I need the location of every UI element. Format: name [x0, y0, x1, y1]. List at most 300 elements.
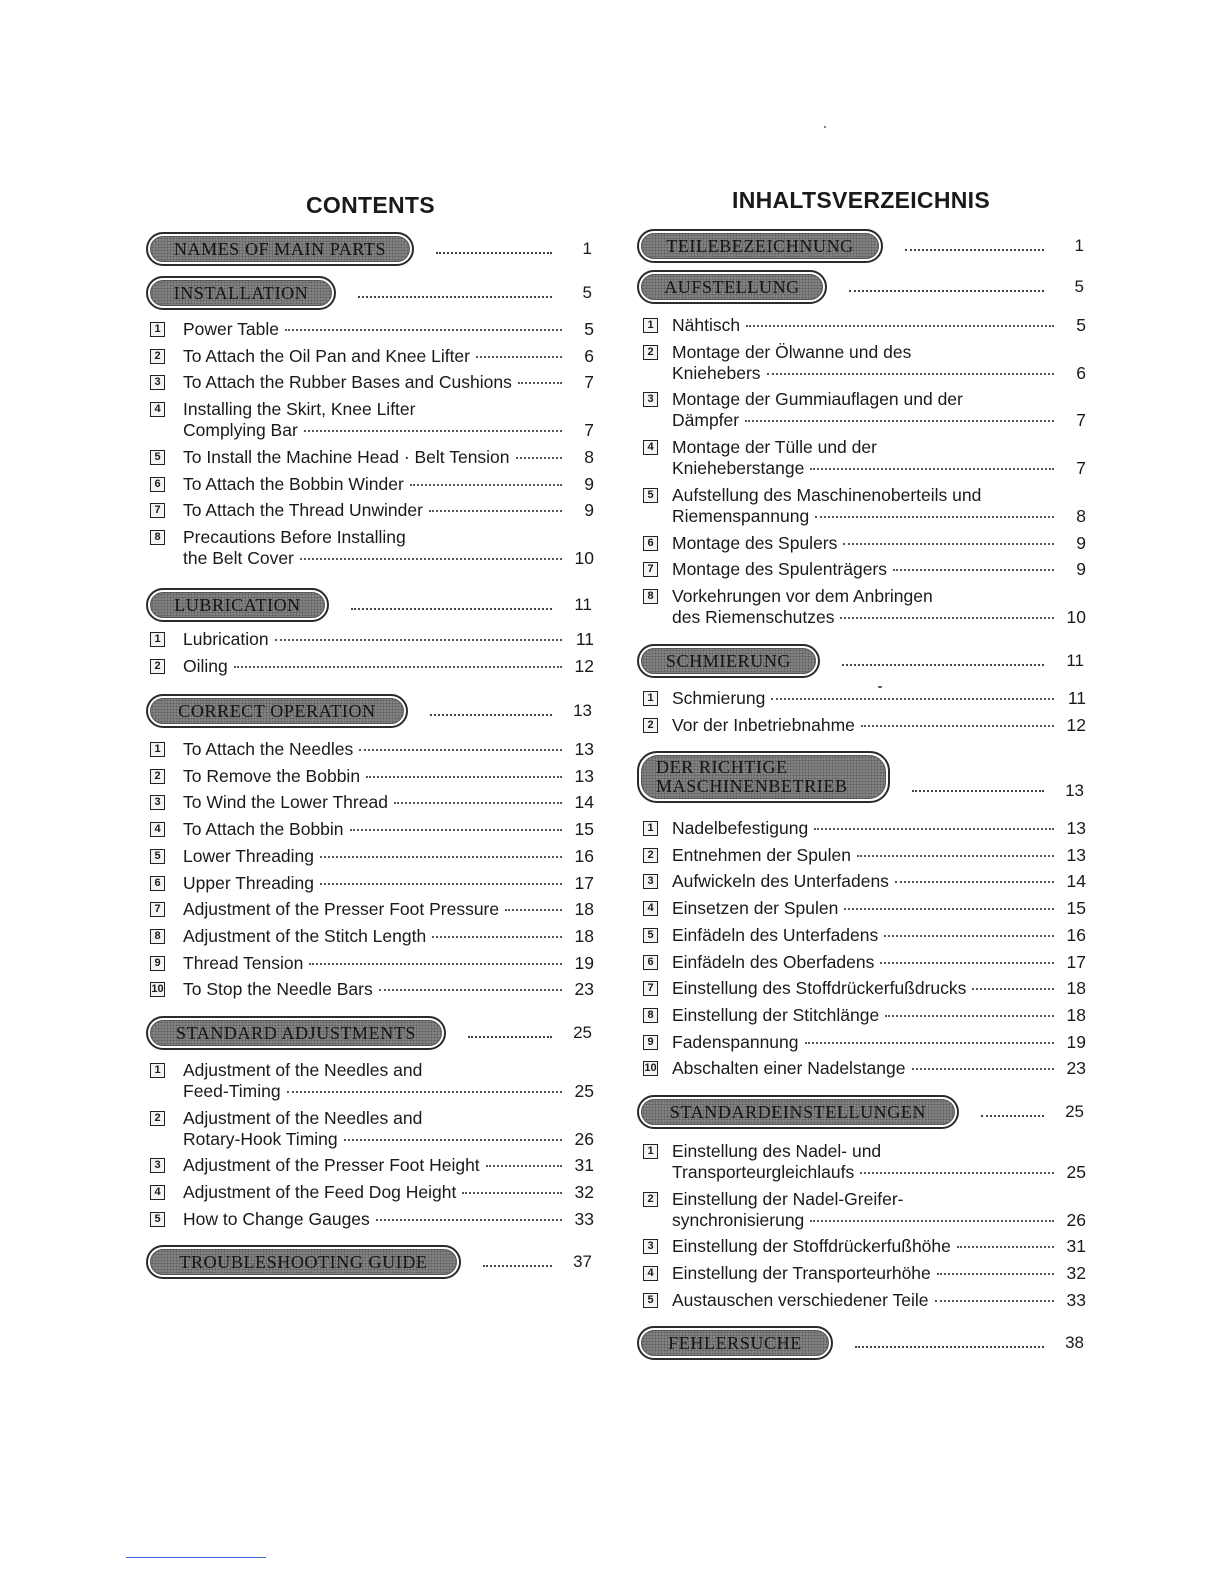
item-number-box: 2 [643, 848, 658, 863]
leader-dots [430, 714, 552, 716]
toc-entry[interactable] [643, 715, 1086, 736]
item-number-box: 1 [643, 691, 658, 706]
section-heading-row[interactable] [637, 229, 1084, 263]
leader-dots [855, 1346, 1044, 1348]
leader-dots [745, 420, 1054, 422]
entry-text: Einfädeln des Unterfadens [672, 924, 879, 945]
leader-dots [468, 1036, 552, 1038]
item-number-box: 8 [150, 929, 165, 944]
section-heading: FEHLERSUCHE [641, 1330, 829, 1356]
section-page-number: 5 [1074, 277, 1084, 296]
toc-entry[interactable] [643, 925, 1086, 946]
section-page-number: 5 [582, 283, 592, 302]
entry-page-number: 7 [584, 420, 594, 441]
toc-entry[interactable] [150, 1108, 594, 1150]
section-heading: TROUBLESHOOTING GUIDE [150, 1249, 457, 1275]
leader-dots [905, 249, 1044, 251]
toc-entry[interactable] [643, 1032, 1086, 1053]
leader-dots [234, 666, 562, 668]
leader-dots [486, 1165, 562, 1167]
section-page-number: 37 [573, 1252, 592, 1271]
leader-dots [366, 776, 562, 778]
toc-entry[interactable] [150, 899, 594, 920]
entry-text: To Remove the Bobbin [183, 765, 361, 786]
toc-entry[interactable] [150, 629, 594, 650]
item-number-box: 3 [643, 874, 658, 889]
leader-dots [394, 802, 562, 804]
leader-dots [810, 468, 1054, 470]
entry-text: To Wind the Lower Thread [183, 792, 388, 813]
section-heading-multiline [641, 755, 886, 799]
leader-dots [912, 790, 1044, 792]
toc-entry[interactable] [150, 656, 594, 677]
toc-entry[interactable] [643, 533, 1086, 554]
item-number-box: 4 [150, 402, 165, 417]
toc-entry[interactable] [150, 979, 594, 1000]
entry-page-number: 15 [1066, 898, 1086, 919]
item-number-box: 1 [150, 632, 165, 647]
toc-entry[interactable] [150, 474, 594, 495]
leader-dots [893, 569, 1054, 571]
entry-text: Dämpfer [672, 410, 740, 431]
section-page-number: 1 [1074, 236, 1084, 255]
item-number-box: 10 [644, 1062, 657, 1075]
section-badge [637, 270, 827, 304]
item-number-box: 5 [643, 1293, 658, 1308]
entry-page-number: 19 [574, 952, 594, 973]
item-number-box: 6 [643, 536, 658, 551]
item-number-box: 2 [150, 769, 165, 784]
entry-page-number: 5 [584, 319, 594, 339]
section-heading: LUBRICATION [150, 592, 325, 618]
entry-text: Abschalten einer Nadelstange [672, 1058, 906, 1079]
item-number-box: 5 [150, 1212, 165, 1227]
leader-dots [840, 617, 1054, 619]
entry-text: Austauschen verschiedener Teile [672, 1289, 929, 1310]
leader-dots [746, 325, 1054, 327]
entry-page-number: 18 [574, 925, 594, 946]
section-badge [637, 751, 890, 803]
section-badge [146, 1245, 461, 1279]
entry-page-number: 6 [1076, 362, 1086, 383]
leader-dots [957, 1246, 1054, 1248]
entry-page-number: 14 [1066, 871, 1086, 892]
entry-text: Montage des Spulenträgers [672, 559, 887, 580]
item-number-box: 1 [150, 322, 165, 337]
section-page-number: 13 [1065, 781, 1084, 800]
leader-dots [358, 296, 552, 298]
toc-entry[interactable] [643, 978, 1086, 999]
leader-dots [843, 543, 1054, 545]
leader-dots [410, 484, 562, 486]
toc-entry[interactable] [150, 739, 594, 760]
item-number-box: 2 [150, 659, 165, 674]
toc-entry[interactable] [643, 1263, 1086, 1284]
entry-text: Upper Threading [183, 872, 315, 893]
entry-page-number: 31 [574, 1155, 594, 1176]
entry-page-number: 11 [575, 629, 594, 649]
section-heading-row[interactable] [146, 1016, 592, 1050]
entry-text: Fadenspannung [672, 1031, 799, 1052]
leader-dots [884, 935, 1054, 937]
entry-page-number: 9 [584, 500, 594, 521]
section-badge [146, 694, 408, 728]
leader-dots [935, 1300, 1054, 1302]
entry-text: Aufwickeln des Unterfadens [672, 871, 889, 892]
item-number-box: 7 [643, 562, 658, 577]
toc-entry[interactable] [643, 1189, 1086, 1231]
toc-entry[interactable] [150, 1155, 594, 1176]
entry-text: Montage der Ölwanne und des [672, 341, 912, 362]
leader-dots [359, 749, 562, 751]
leader-dots [849, 290, 1044, 292]
toc-entry[interactable] [150, 926, 594, 947]
leader-dots [344, 1139, 562, 1141]
entry-page-number: 9 [1076, 559, 1086, 580]
leader-dots [815, 516, 1054, 518]
item-number-box: 8 [150, 530, 165, 545]
leader-dots [844, 908, 1054, 910]
entry-page-number: 16 [574, 845, 594, 866]
toc-entry[interactable] [643, 559, 1086, 580]
toc-entry[interactable] [150, 399, 594, 441]
entry-page-number: 15 [574, 819, 594, 840]
item-number-box: 2 [643, 718, 658, 733]
toc-entry[interactable] [643, 485, 1086, 527]
entry-page-number: 8 [1076, 505, 1086, 526]
entry-page-number: 9 [1076, 532, 1086, 553]
item-number-box: 2 [643, 1192, 658, 1207]
entry-text: Power Table [183, 319, 279, 339]
leader-dots [300, 558, 562, 560]
item-number-box: 10 [151, 983, 164, 996]
leader-dots [285, 329, 562, 331]
entry-text: Lubrication [183, 629, 269, 649]
toc-entry[interactable] [643, 1141, 1086, 1183]
entry-page-number: 18 [1066, 978, 1086, 999]
toc-entry[interactable] [643, 586, 1086, 628]
section-badge [637, 229, 883, 263]
section-badge [637, 1095, 959, 1129]
leader-dots [771, 698, 1054, 700]
entry-text: To Attach the Thread Unwinder [183, 500, 423, 521]
toc-entry[interactable] [150, 1182, 594, 1203]
entry-page-number: 25 [1066, 1162, 1086, 1182]
item-number-box: 4 [643, 1266, 658, 1281]
toc-entry[interactable] [643, 342, 1086, 384]
item-number-box: 8 [643, 589, 658, 604]
leader-dots [304, 430, 562, 432]
item-number-box: 4 [150, 822, 165, 837]
leader-dots [275, 639, 562, 641]
toc-entry[interactable] [643, 1058, 1086, 1079]
entry-text: To Attach the Oil Pan and Knee Lifter [183, 345, 470, 366]
toc-entry[interactable] [150, 319, 594, 340]
item-number-box: 2 [643, 345, 658, 360]
entry-text: synchronisierung [672, 1209, 805, 1230]
section-page-number: 11 [1066, 651, 1084, 670]
inhaltsverzeichnis-column [612, 0, 1224, 1584]
section-heading-row[interactable] [146, 588, 592, 622]
entry-page-number: 16 [1066, 924, 1086, 945]
leader-dots [937, 1273, 1054, 1275]
toc-entry[interactable] [643, 952, 1086, 973]
section-badge [146, 232, 414, 266]
item-number-box: 7 [643, 981, 658, 996]
entry-page-number: 33 [574, 1208, 594, 1229]
section-heading-row[interactable] [146, 694, 592, 728]
entry-page-number: 13 [574, 739, 594, 759]
entry-page-number: 31 [1066, 1236, 1086, 1257]
leader-dots [505, 909, 562, 911]
section-heading-line: MASCHINENBETRIEB [656, 776, 848, 796]
section-heading: TEILEBEZEICHNUNG [641, 233, 879, 259]
section-heading-line: DER RICHTIGE [656, 757, 788, 777]
section-heading-row[interactable] [637, 1095, 1084, 1129]
section-badge [146, 588, 329, 622]
toc-entry[interactable] [643, 389, 1086, 431]
entry-page-number: 13 [1066, 818, 1086, 838]
scan-speck [878, 686, 882, 688]
leader-dots [320, 856, 562, 858]
toc-entry[interactable] [150, 372, 594, 393]
leader-dots [805, 1042, 1055, 1044]
section-badge [146, 276, 336, 310]
item-number-box: 3 [150, 795, 165, 810]
section-heading-row[interactable] [637, 1326, 1084, 1360]
entry-text: Adjustment of the Stitch Length [183, 925, 427, 946]
toc-entry[interactable] [150, 873, 594, 894]
toc-entry[interactable] [150, 527, 594, 569]
toc-entry[interactable] [643, 688, 1086, 709]
entry-page-number: 26 [1066, 1209, 1086, 1230]
section-heading: SCHMIERUNG [641, 648, 816, 674]
item-number-box: 5 [150, 450, 165, 465]
toc-entry[interactable] [643, 1005, 1086, 1026]
item-number-box: 6 [643, 955, 658, 970]
entry-page-number: 7 [1076, 410, 1086, 431]
leader-dots [857, 855, 1054, 857]
entry-text: Transporteurgleichlaufs [672, 1162, 855, 1182]
section-badge [637, 644, 820, 678]
entry-text: Adjustment of the Needles and [183, 1060, 423, 1080]
toc-entry[interactable] [643, 845, 1086, 866]
item-number-box: 7 [150, 503, 165, 518]
entry-text: Adjustment of the Presser Foot Height [183, 1155, 480, 1176]
item-number-box: 3 [643, 1239, 658, 1254]
item-number-box: 5 [643, 488, 658, 503]
item-number-box: 5 [150, 849, 165, 864]
item-number-box: 3 [150, 1158, 165, 1173]
leader-dots [351, 608, 552, 610]
section-page-number: 13 [573, 701, 592, 720]
leader-dots [767, 373, 1054, 375]
section-page-number: 25 [573, 1023, 592, 1042]
entry-page-number: 18 [574, 899, 594, 920]
entry-text: Adjustment of the Needles and [183, 1107, 423, 1128]
item-number-box: 6 [150, 477, 165, 492]
item-number-box: 1 [643, 821, 658, 836]
section-heading-row[interactable] [146, 232, 592, 266]
item-number-box: 4 [643, 440, 658, 455]
entry-page-number: 6 [584, 345, 594, 366]
toc-entry[interactable] [643, 818, 1086, 839]
item-number-box: 1 [643, 1144, 658, 1159]
leader-dots [814, 828, 1054, 830]
section-heading: STANDARDEINSTELLUNGEN [641, 1099, 955, 1125]
entry-text: Knieheberstange [672, 458, 805, 479]
entry-text: des Riemenschutzes [672, 606, 835, 627]
entry-page-number: 33 [1066, 1289, 1086, 1310]
entry-text: Einstellung der Stoffdrückerfußhöhe [672, 1236, 951, 1257]
entry-text: Montage der Tülle und der [672, 437, 877, 458]
entry-text: Riemenspannung [672, 505, 810, 526]
entry-text: Vor der Inbetriebnahme [672, 714, 855, 735]
item-number-box: 2 [150, 1111, 165, 1126]
toc-entry[interactable] [643, 1236, 1086, 1257]
toc-entry[interactable] [643, 437, 1086, 479]
entry-text: Einstellung der Stitchlänge [672, 1004, 880, 1025]
leader-dots [861, 725, 1054, 727]
leader-dots [981, 1115, 1044, 1117]
entry-text: Oiling [183, 655, 228, 676]
entry-page-number: 13 [574, 765, 594, 786]
entry-page-number: 17 [1066, 951, 1086, 972]
item-number-box: 1 [643, 318, 658, 333]
section-page-number: 1 [582, 239, 592, 258]
leader-dots [320, 883, 562, 885]
entry-text: Einsetzen der Spulen [672, 898, 839, 919]
entry-page-number: 23 [1066, 1058, 1086, 1079]
entry-text: To Install the Machine Head · Belt Tension [183, 446, 510, 467]
entry-text: Aufstellung des Maschinenoberteils und [672, 484, 982, 505]
toc-entry[interactable] [643, 315, 1086, 336]
leader-dots [810, 1220, 1054, 1222]
section-heading-row[interactable] [637, 270, 1084, 304]
item-number-box: 8 [643, 1008, 658, 1023]
section-heading-row[interactable] [637, 644, 1084, 678]
entry-page-number: 7 [584, 372, 594, 393]
section-page-number: 38 [1065, 1333, 1084, 1352]
section-heading-row[interactable] [146, 276, 592, 310]
toc-entry[interactable] [150, 447, 594, 468]
entry-text: the Belt Cover [183, 547, 294, 568]
entry-text: Complying Bar [183, 420, 298, 441]
entry-text: Rotary-Hook Timing [183, 1128, 338, 1149]
page-title: CONTENTS [306, 192, 435, 218]
leader-dots [379, 989, 562, 991]
entry-text: To Attach the Rubber Bases and Cushions [183, 372, 512, 393]
entry-page-number: 23 [574, 979, 594, 1000]
leader-dots [309, 963, 562, 965]
toc-entry[interactable] [150, 1060, 594, 1102]
leader-dots [436, 252, 552, 254]
leader-dots [429, 510, 562, 512]
toc-entry[interactable] [150, 500, 594, 521]
leader-dots [376, 1219, 562, 1221]
leader-dots [432, 936, 562, 938]
toc-entry[interactable] [150, 953, 594, 974]
entry-page-number: 32 [1066, 1263, 1086, 1284]
entry-text: Einfädeln des Oberfadens [672, 951, 875, 972]
entry-page-number: 12 [1066, 714, 1086, 735]
item-number-box: 4 [643, 901, 658, 916]
section-badge [146, 1016, 446, 1050]
entry-page-number: 8 [584, 446, 594, 467]
item-number-box: 2 [150, 349, 165, 364]
entry-page-number: 14 [574, 792, 594, 813]
leader-dots [483, 1265, 552, 1267]
leader-dots [476, 356, 562, 358]
entry-text: To Attach the Bobbin Winder [183, 473, 404, 494]
toc-entry[interactable] [150, 1209, 594, 1230]
leader-dots [885, 1015, 1054, 1017]
entry-page-number: 10 [1066, 606, 1086, 627]
section-heading-row[interactable] [637, 751, 1084, 803]
entry-text: Einstellung des Nadel- und [672, 1141, 882, 1161]
entry-page-number: 10 [574, 547, 594, 568]
entry-page-number: 32 [574, 1182, 594, 1203]
entry-text: Einstellung des Stoffdrückerfußdrucks [672, 978, 967, 999]
entry-text: Adjustment of the Presser Foot Pressure [183, 899, 500, 920]
leader-dots [972, 988, 1054, 990]
entry-text: Thread Tension [183, 952, 304, 973]
section-heading-row[interactable] [146, 1245, 592, 1279]
toc-entry[interactable] [643, 1290, 1086, 1311]
item-number-box: 6 [150, 876, 165, 891]
entry-text: Precautions Before Installing [183, 526, 406, 547]
toc-entry[interactable] [150, 819, 594, 840]
toc-entry[interactable] [150, 346, 594, 367]
leader-dots [880, 962, 1054, 964]
entry-text: Schmierung [672, 688, 766, 708]
toc-entry[interactable] [150, 766, 594, 787]
entry-page-number: 11 [1067, 688, 1086, 708]
entry-page-number: 17 [574, 872, 594, 893]
entry-page-number: 18 [1066, 1004, 1086, 1025]
leader-dots [287, 1091, 562, 1093]
entry-text: Entnehmen der Spulen [672, 844, 852, 865]
entry-text: Lower Threading [183, 845, 315, 866]
item-number-box: 1 [150, 1063, 165, 1078]
leader-dots [860, 1172, 1054, 1174]
toc-entry[interactable] [643, 898, 1086, 919]
item-number-box: 5 [643, 928, 658, 943]
entry-text: Einstellung der Transporteurhöhe [672, 1263, 931, 1284]
page-title: INHALTSVERZEICHNIS [732, 187, 990, 213]
section-heading: STANDARD ADJUSTMENTS [150, 1020, 442, 1046]
item-number-box: 9 [643, 1035, 658, 1050]
leader-dots [895, 881, 1054, 883]
section-heading: INSTALLATION [150, 280, 332, 306]
toc-entry[interactable] [150, 792, 594, 813]
entry-text: Adjustment of the Feed Dog Height [183, 1182, 457, 1203]
section-heading: CORRECT OPERATION [150, 698, 404, 724]
entry-text: To Attach the Needles [183, 739, 354, 759]
entry-page-number: 19 [1066, 1031, 1086, 1052]
entry-text: Montage des Spulers [672, 532, 838, 553]
section-heading: AUFSTELLUNG [641, 274, 823, 300]
item-number-box: 3 [150, 375, 165, 390]
item-number-box: 1 [150, 742, 165, 757]
entry-text: How to Change Gauges [183, 1208, 370, 1229]
toc-entry[interactable] [150, 846, 594, 867]
entry-page-number: 5 [1076, 315, 1086, 335]
item-number-box: 9 [150, 956, 165, 971]
toc-entry[interactable] [643, 871, 1086, 892]
scan-speck [824, 126, 826, 128]
item-number-box: 4 [150, 1185, 165, 1200]
